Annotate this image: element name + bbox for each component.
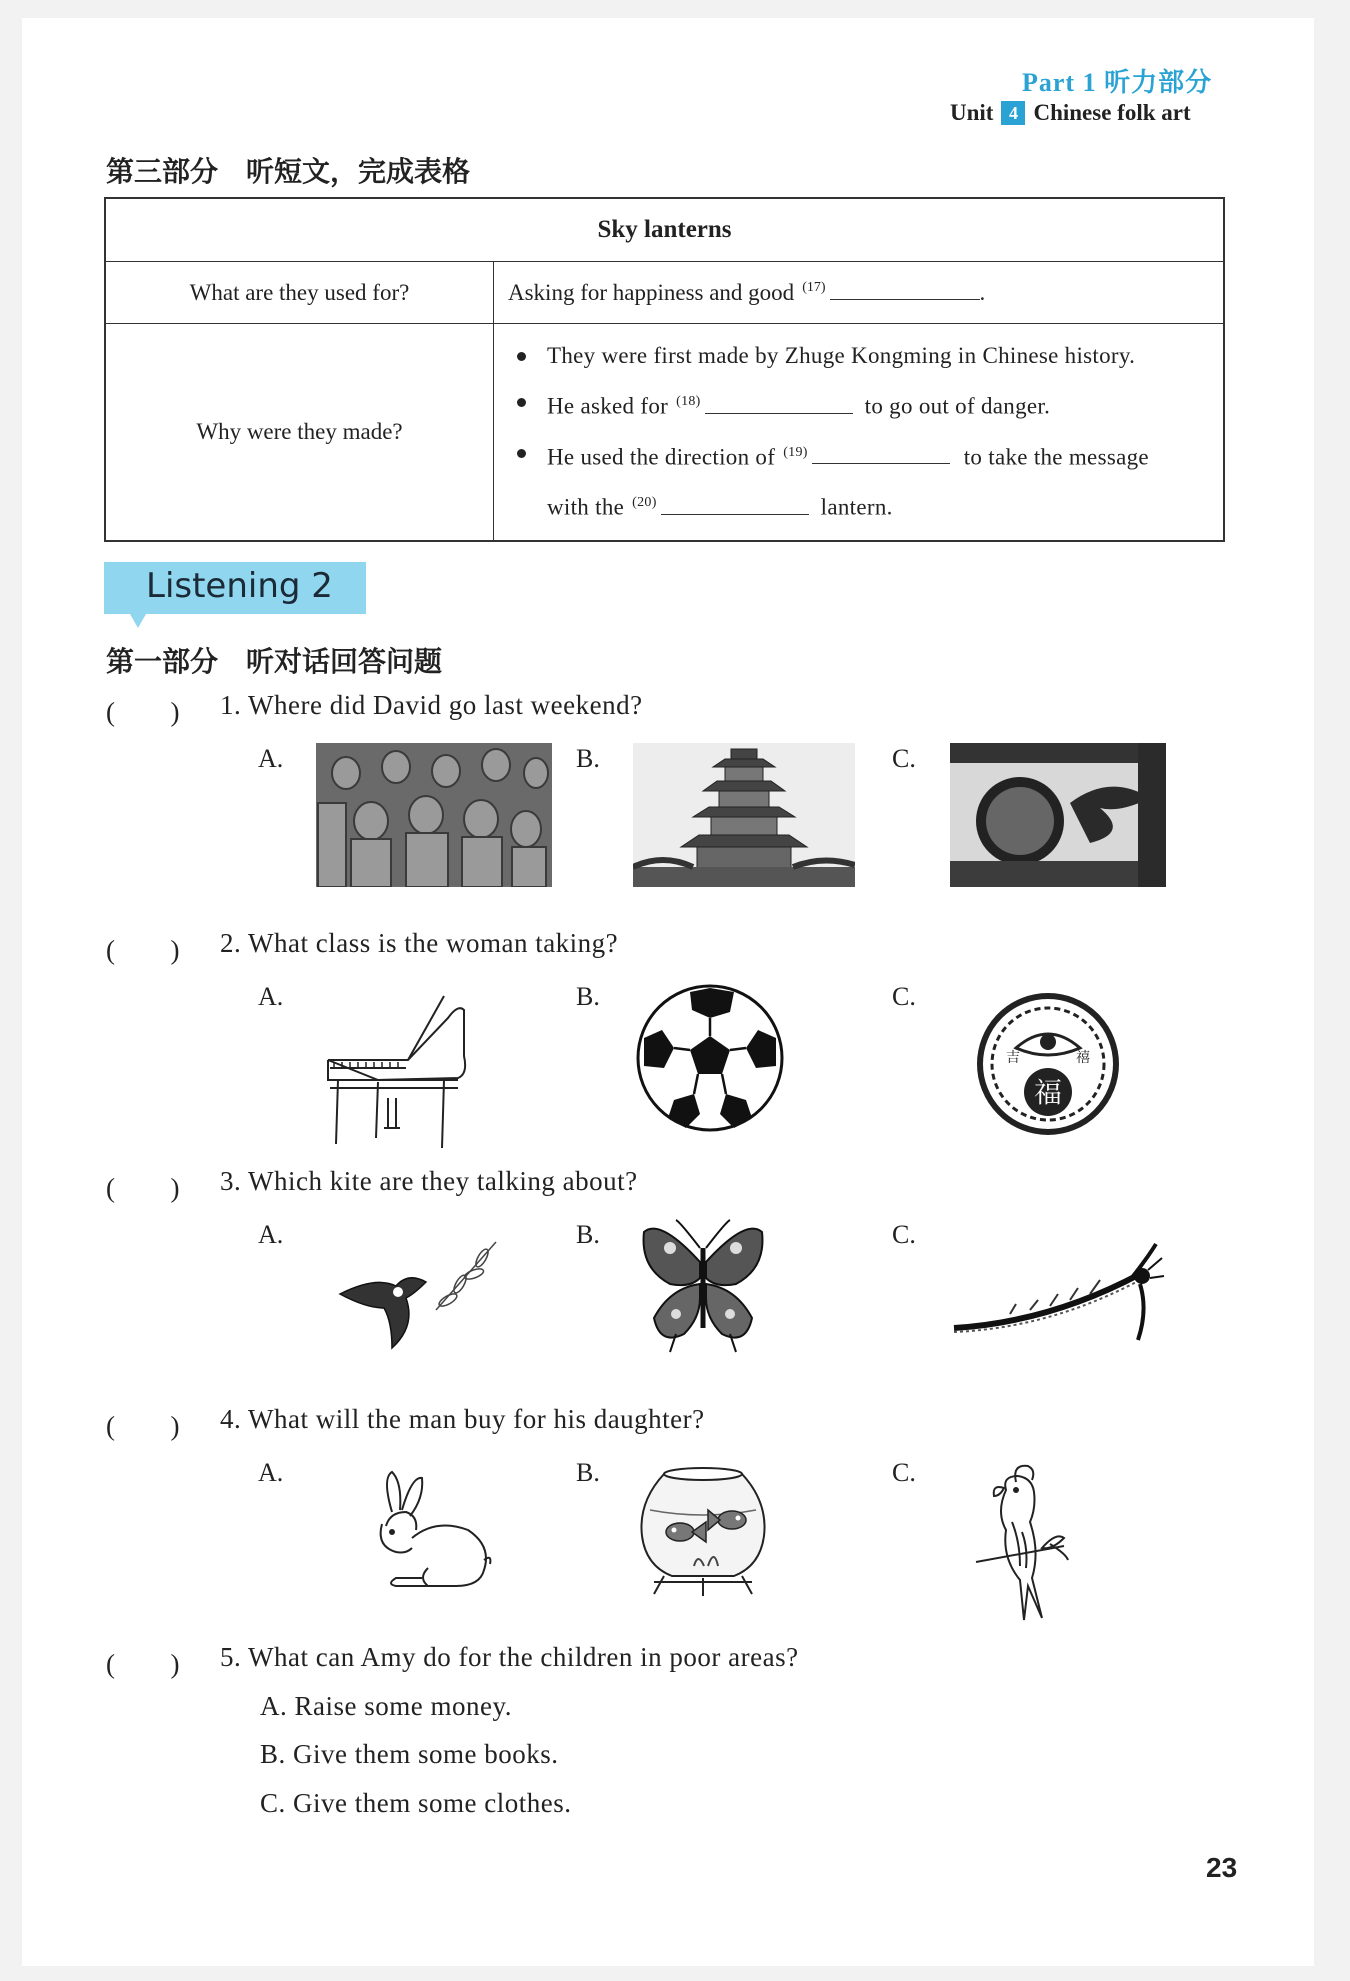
bullet-continuation bbox=[517, 480, 1212, 531]
terracotta-warriors-photo bbox=[316, 743, 552, 887]
bullet-dot-icon bbox=[517, 352, 526, 361]
table-answer-used-for bbox=[494, 262, 1225, 324]
q4-option-a: A. bbox=[258, 1458, 284, 1487]
q4-option-c: C. bbox=[892, 1458, 916, 1487]
blank-number-19: (19) bbox=[783, 444, 808, 460]
parrot-icon bbox=[972, 1462, 1072, 1622]
blank-number-18: (18) bbox=[676, 394, 701, 409]
table-answer-why-made bbox=[494, 324, 1225, 541]
blank-17[interactable] bbox=[830, 279, 980, 300]
question-4: 4. What will the man buy for his daughter? bbox=[220, 1404, 705, 1434]
question-3: 3. Which kite are they talking about? bbox=[220, 1166, 638, 1196]
blank-19[interactable] bbox=[812, 443, 950, 464]
bullet-text: lantern. bbox=[820, 494, 893, 520]
svg-text:福: 福 bbox=[1033, 1076, 1063, 1109]
svg-text:禧: 禧 bbox=[1076, 1050, 1090, 1066]
bullet-item bbox=[517, 379, 1212, 430]
bullet-item bbox=[517, 430, 1212, 481]
unit-number-badge: 4 bbox=[1001, 101, 1025, 125]
moon-gate-garden-photo bbox=[950, 743, 1166, 887]
q1-option-c: C. bbox=[892, 744, 916, 773]
part-header: Part 1 听力部分 bbox=[1022, 68, 1213, 97]
answer-text: Asking for happiness and good bbox=[508, 280, 795, 305]
rabbit-icon bbox=[356, 1468, 492, 1592]
table-title: Sky lanterns bbox=[105, 198, 1224, 262]
question-5: 5. What can Amy do for the children in poor areas? bbox=[220, 1642, 799, 1672]
bullet-item bbox=[517, 333, 1212, 379]
q5-option-a: A. Raise some money. bbox=[260, 1691, 512, 1721]
answer-parens-4[interactable]: ( ) bbox=[106, 1411, 180, 1441]
answer-parens-3[interactable]: ( ) bbox=[106, 1173, 180, 1203]
q2-option-c: C. bbox=[892, 982, 916, 1011]
question-2: 2. What class is the woman taking? bbox=[220, 928, 619, 958]
blank-number-17: (17) bbox=[802, 280, 826, 296]
answer-parens-5[interactable]: ( ) bbox=[106, 1649, 180, 1679]
q3-option-b: B. bbox=[576, 1220, 600, 1249]
unit-header bbox=[950, 100, 1191, 127]
blank-18[interactable] bbox=[705, 393, 853, 414]
goldfish-bowl-icon bbox=[634, 1462, 772, 1600]
q2-option-b: B. bbox=[576, 982, 600, 1011]
bullet-text: He used the direction of bbox=[547, 444, 776, 470]
yellow-crane-tower-photo bbox=[633, 743, 855, 887]
q5-option-b: B. Give them some books. bbox=[260, 1739, 559, 1769]
q1-option-a: A. bbox=[258, 744, 284, 773]
page-number: 23 bbox=[1206, 1852, 1238, 1883]
paper-cutting-icon bbox=[976, 992, 1120, 1136]
bullet-text: They were first made by Zhuge Kongming in Chinese history. bbox=[547, 343, 1136, 368]
section1-title: 第一部分 听对话回答问题 bbox=[106, 645, 443, 678]
unit-title: Chinese folk art bbox=[1033, 100, 1191, 125]
bullet-dot-icon bbox=[517, 398, 526, 407]
q4-option-b: B. bbox=[576, 1458, 600, 1487]
q3-option-c: C. bbox=[892, 1220, 916, 1249]
bullet-text: He asked for bbox=[547, 393, 669, 419]
listening-2-tag bbox=[104, 562, 366, 614]
answer-parens-1[interactable]: ( ) bbox=[106, 697, 180, 727]
bullet-text: with the bbox=[547, 494, 625, 520]
period: . bbox=[979, 280, 986, 305]
answer-parens-2[interactable]: ( ) bbox=[106, 935, 180, 965]
sky-lanterns-table bbox=[104, 197, 1225, 542]
football-icon bbox=[634, 982, 786, 1134]
blank-20[interactable] bbox=[661, 494, 809, 515]
centipede-kite-icon bbox=[950, 1240, 1166, 1352]
listening-tag-label: Listening 2 bbox=[146, 566, 333, 606]
bullet-text: to take the message bbox=[963, 444, 1149, 470]
q3-option-a: A. bbox=[258, 1220, 284, 1249]
table-question-used-for: What are they used for? bbox=[105, 262, 494, 324]
q5-option-c: C. Give them some clothes. bbox=[260, 1788, 572, 1818]
bullet-dot-icon bbox=[517, 449, 526, 458]
piano-icon bbox=[318, 988, 474, 1152]
svg-text:吉: 吉 bbox=[1006, 1050, 1020, 1066]
table-question-why-made: Why were they made? bbox=[105, 324, 494, 541]
section3-title: 第三部分 听短文，完成表格 bbox=[106, 155, 471, 188]
listening-tag-tail bbox=[130, 614, 146, 628]
unit-label: Unit bbox=[950, 100, 994, 125]
q2-option-a: A. bbox=[258, 982, 284, 1011]
bullet-text: to go out of danger. bbox=[864, 393, 1051, 419]
blank-number-20: (20) bbox=[632, 495, 657, 511]
q1-option-b: B. bbox=[576, 744, 600, 773]
question-1: 1. Where did David go last weekend? bbox=[220, 690, 643, 720]
butterfly-kite-icon bbox=[640, 1218, 766, 1354]
swallow-kite-icon bbox=[336, 1236, 516, 1356]
